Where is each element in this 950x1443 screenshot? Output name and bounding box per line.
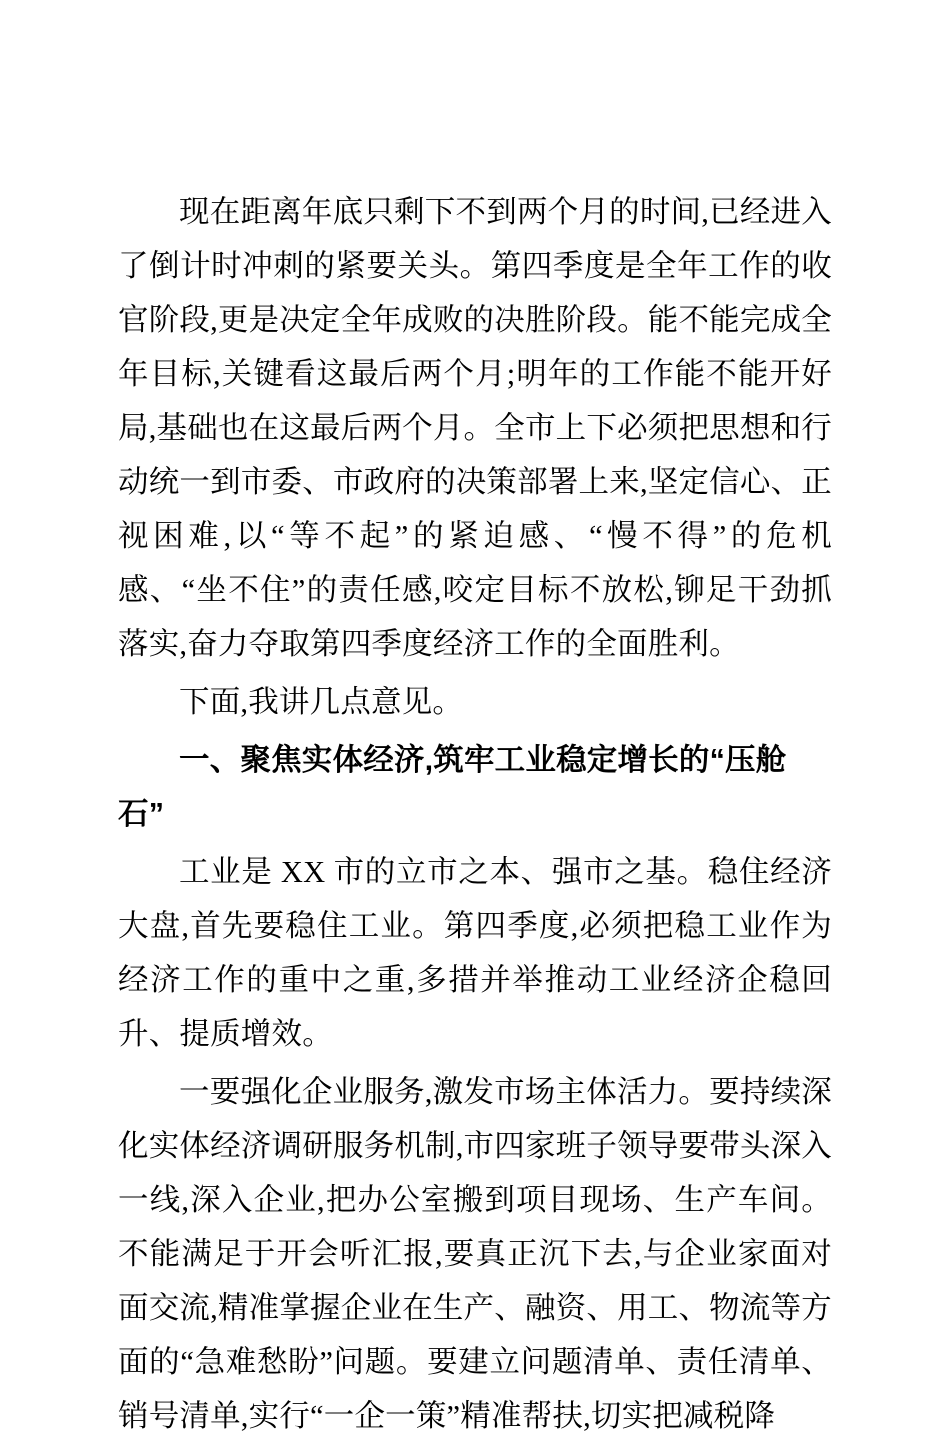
paragraph-3: 工业是 XX 市的立市之本、强市之基。稳住经济大盘,首先要稳住工业。第四季度,必须把稳工业作为经济工作的重中之重,多措并举推动工业经济企稳回升、提质增效。	[118, 855, 832, 1051]
paragraph-2: 下面,我讲几点意见。	[179, 685, 464, 719]
paragraph-1: 现在距离年底只剩下不到两个月的时间,已经进入了倒计时冲刺的紧要关头。第四季度是全年工作的收官阶段,更是决定全年成败的决胜阶段。能不能完成全年目标,关键看这最后两个月;明年的工作能不能开好局,基础也在这最后两个月。全市上下必须把思想和行动统一到市委、市政府的决策部署上来,坚定信心、正视困难,以“等不起”的紧迫感、“慢不得”的危机感、“坐不住”的责任感,咬定目标不放松,铆足干劲抓落实,奋力夺取第四季度经济工作的全面胜利。	[118, 195, 832, 661]
section-heading-1: 一、聚焦实体经济,筑牢工业稳定增长的“压舱石”	[118, 743, 787, 831]
document-body	[118, 185, 832, 1443]
paragraph-4: 一要强化企业服务,激发市场主体活力。要持续深化实体经济调研服务机制,市四家班子领导要带头深入一线,深入企业,把办公室搬到项目现场、生产车间。不能满足于开会听汇报,要真正沉下去,与企业家面对面交流,精准掌握企业在生产、融资、用工、物流等方面的“急难愁盼”问题。要建立问题清单、责任清单、销号清单,实行“一企一策”精准帮扶,切实把减税降	[118, 1075, 832, 1433]
